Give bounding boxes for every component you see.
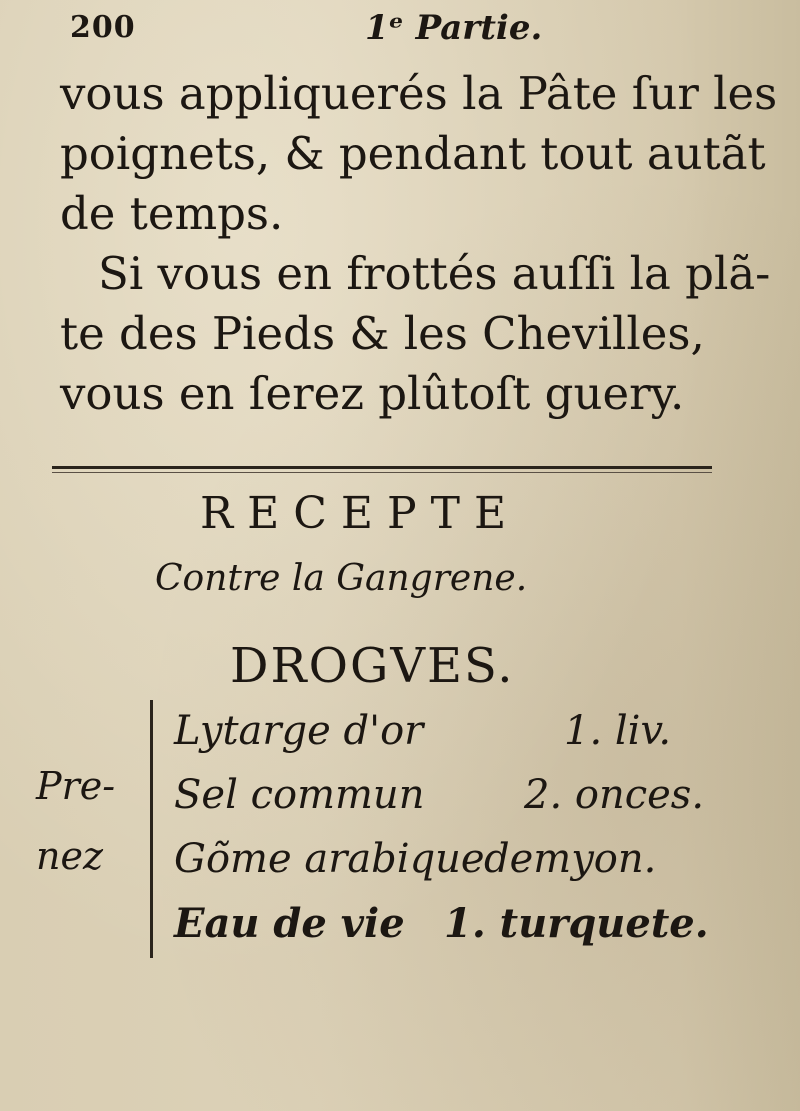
body-line: poignets, & pendant tout autãt <box>60 127 766 180</box>
ingredient-name: Lytarge d'or <box>174 708 424 754</box>
body-line: Si vous en frottés auſſi la plã- <box>98 247 771 300</box>
ingredient-row <box>174 830 714 894</box>
ingredient-row <box>174 894 714 958</box>
ingredient-list <box>174 702 714 958</box>
body-paragraph <box>60 64 778 424</box>
ingredient-name: Sel commun <box>174 772 425 818</box>
body-line: te des Pieds & les Chevilles, <box>60 307 705 360</box>
side-label-bottom: nez <box>36 834 103 878</box>
recipe-subtitle: Contre la Gangrene. <box>155 558 528 599</box>
side-label-top: Pre- <box>36 764 116 808</box>
section-divider <box>52 466 712 469</box>
ingredient-quantity: 1. liv. <box>564 708 672 754</box>
body-line: vous en ſerez plûtoſt guery. <box>60 367 685 420</box>
ingredient-quantity: demyon. <box>484 836 657 882</box>
ingredient-row <box>174 702 714 766</box>
page-header <box>70 6 590 50</box>
ingredient-quantity: 2. onces. <box>524 772 705 818</box>
running-title: 1ᵉ Partie. <box>365 8 543 48</box>
ingredient-name: Gõme arabique <box>174 836 485 882</box>
drugs-heading: DROGVES. <box>230 638 515 694</box>
body-line: de temps. <box>60 187 284 240</box>
body-line: vous appliquerés la Pâte ſur les <box>60 67 778 120</box>
ingredient-row <box>174 766 714 830</box>
page-number: 200 <box>70 10 136 45</box>
ingredient-quantity: 1. turquete. <box>444 900 709 947</box>
recipe-heading: RECEPTE <box>200 488 521 539</box>
ingredient-brace <box>150 700 167 958</box>
ingredient-name: Eau de vie <box>174 900 405 947</box>
